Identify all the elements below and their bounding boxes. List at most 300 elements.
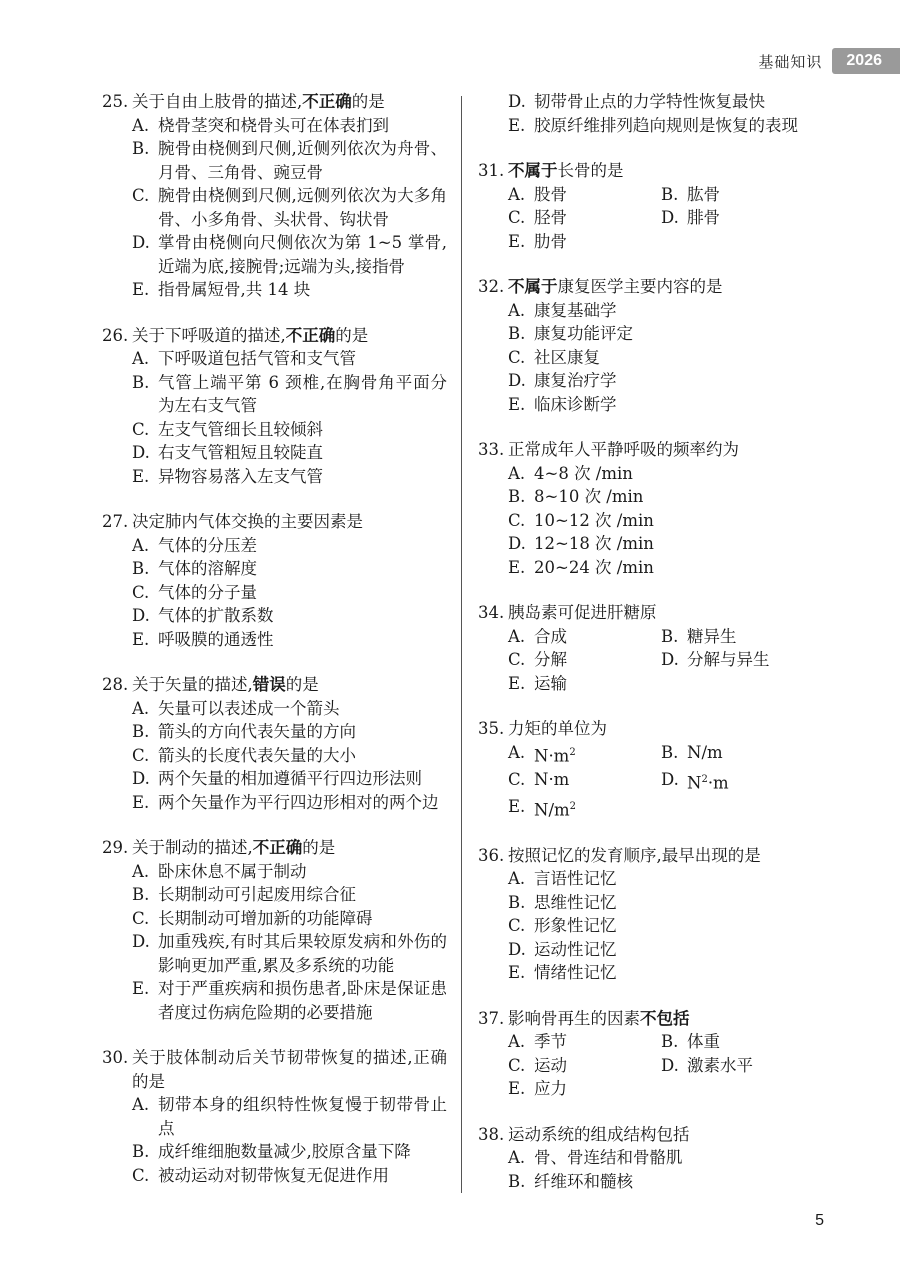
option-letter: E. [132, 792, 150, 812]
page-number: 5 [815, 1212, 824, 1229]
question-text [508, 275, 808, 299]
question-text [508, 601, 808, 625]
question-stem [478, 1007, 808, 1031]
question-item [478, 275, 808, 416]
question-text [132, 510, 447, 534]
option-letter: C. [132, 186, 150, 205]
option-text: 异物容易落入左支气管 [158, 466, 323, 486]
stem-text: 的是 [351, 92, 385, 111]
option-item [132, 114, 447, 138]
option-text: 对于严重疾病和损伤患者,卧床是保证患者度过伤病危险期的必要措施 [158, 979, 447, 1022]
option-item [132, 883, 447, 907]
option-letter: C. [508, 510, 526, 530]
question-stem [102, 1046, 447, 1093]
question-stem [478, 438, 808, 462]
option-letter: A. [132, 698, 150, 718]
option-text: 加重残疾,有时其后果较原发病和外伤的影响更加严重,累及多系统的功能 [158, 932, 447, 975]
option-letter: D. [661, 208, 679, 227]
stem-text: 关于自由上肢骨的描述, [132, 92, 303, 111]
option-letter: E. [132, 629, 150, 649]
option-text: $N\cdot m^2$ [534, 746, 576, 765]
option-item [132, 697, 447, 721]
option-item [132, 744, 447, 768]
option-item [508, 485, 808, 509]
option-letter: A. [132, 115, 150, 135]
stem-emphasis: 错误 [252, 675, 286, 694]
option-text: 两个矢量的相加遵循平行四边形法则 [158, 769, 422, 788]
option-letter: D. [132, 769, 150, 788]
option-text: 气体的分子量 [158, 582, 257, 602]
option-list [478, 1146, 808, 1193]
option-item [508, 891, 808, 915]
option-letter: D. [508, 371, 526, 390]
option-item [132, 720, 447, 744]
option-letter: B. [132, 372, 150, 392]
question-item [102, 836, 447, 1024]
option-text: 矢量可以表述成一个箭头 [158, 698, 340, 718]
option-item [508, 556, 808, 580]
question-continuation [478, 90, 808, 137]
question-number: 32. [478, 277, 505, 296]
option-text: 胶原纤维排列趋向规则是恢复的表现 [534, 115, 798, 135]
option-item [661, 741, 808, 768]
option-letter: A. [132, 1095, 150, 1114]
option-letter: E. [132, 280, 150, 299]
option-letter: A. [508, 742, 526, 762]
question-item [478, 1123, 808, 1194]
stem-text: 力矩的单位为 [508, 719, 607, 738]
question-stem [102, 510, 447, 534]
option-letter: E. [508, 115, 526, 135]
option-item [132, 1140, 447, 1164]
option-text: 10~12 次 /min [534, 510, 654, 530]
question-item [478, 844, 808, 985]
option-list [478, 1030, 808, 1101]
option-text: 股骨 [534, 184, 567, 204]
stem-text: 长骨的是 [557, 161, 624, 180]
option-text: 形象性记忆 [534, 916, 617, 935]
option-item [661, 1030, 808, 1054]
option-text: 分解 [534, 650, 567, 669]
option-item [132, 184, 447, 231]
option-text: 运动性记忆 [534, 939, 617, 959]
option-item [132, 465, 447, 489]
question-stem [102, 836, 447, 860]
option-letter: C. [132, 908, 150, 928]
option-text: 运输 [534, 673, 567, 693]
option-list [102, 534, 447, 652]
option-letter: E. [508, 673, 526, 693]
option-letter: B. [132, 1142, 150, 1161]
option-item [661, 648, 808, 672]
option-item [508, 672, 661, 696]
question-number: 34. [478, 603, 505, 622]
option-text: 思维性记忆 [534, 892, 617, 912]
option-letter: A. [508, 463, 526, 483]
option-text: 康复治疗学 [534, 371, 617, 390]
option-list [102, 1093, 447, 1187]
option-letter: B. [508, 892, 526, 912]
option-item [508, 1054, 661, 1078]
question-item [102, 324, 447, 489]
option-text: 康复功能评定 [534, 324, 633, 343]
option-text: 运动 [534, 1055, 567, 1075]
stem-text: 关于矢量的描述, [132, 675, 253, 694]
option-item [132, 767, 447, 791]
option-item [132, 604, 447, 628]
question-text [508, 844, 808, 868]
option-item [661, 1054, 808, 1078]
option-item [508, 369, 808, 393]
question-text [508, 717, 808, 741]
stem-text: 关于下呼吸道的描述, [132, 325, 286, 345]
option-text: 气管上端平第 6 颈椎,在胸骨角平面分为左右支气管 [158, 372, 447, 415]
option-text: N·m [534, 769, 570, 789]
option-list [478, 741, 808, 822]
option-letter: A. [508, 1032, 526, 1051]
question-text [508, 1007, 808, 1031]
option-text: 掌骨由桡侧向尺侧依次为第 1~5 掌骨,近端为底,接腕骨;远端为头,接指骨 [158, 233, 447, 276]
option-letter: B. [132, 139, 150, 158]
question-text [132, 673, 447, 697]
right-column [478, 90, 808, 1215]
left-column [102, 90, 447, 1209]
option-letter: D. [661, 1055, 679, 1075]
option-text: 腓骨 [687, 208, 720, 227]
option-item [132, 418, 447, 442]
option-letter: A. [132, 861, 150, 881]
option-text: 指骨属短骨,共 14 块 [158, 280, 311, 299]
option-letter: D. [661, 650, 679, 669]
option-item [508, 1170, 808, 1194]
option-letter: E. [508, 796, 526, 816]
option-text: 言语性记忆 [534, 869, 617, 888]
option-letter: B. [508, 324, 526, 343]
stem-emphasis: 不属于 [508, 161, 558, 180]
option-letter: D. [132, 932, 150, 951]
option-item [508, 625, 661, 649]
option-letter: A. [132, 349, 150, 368]
option-letter: A. [508, 626, 526, 646]
stem-text: 关于制动的描述, [132, 838, 253, 857]
option-item [132, 278, 447, 302]
question-item [478, 438, 808, 579]
question-number: 29. [102, 838, 129, 857]
option-list [478, 462, 808, 580]
option-item [132, 581, 447, 605]
option-item [508, 114, 808, 138]
question-number: 27. [102, 512, 129, 531]
question-stem [478, 844, 808, 868]
option-item [132, 231, 447, 278]
option-item [132, 557, 447, 581]
stem-text: 的是 [335, 325, 369, 345]
option-letter: A. [508, 184, 526, 204]
option-text: 分解与异生 [687, 650, 770, 669]
stem-emphasis: 不包括 [640, 1008, 690, 1028]
option-text: 8~10 次 /min [534, 487, 644, 506]
option-list [478, 299, 808, 417]
stem-text: 运动系统的组成结构包括 [508, 1124, 690, 1144]
option-text: 卧床休息不属于制动 [158, 861, 307, 881]
option-list [478, 183, 808, 254]
option-list [478, 867, 808, 985]
question-number: 38. [478, 1124, 505, 1144]
option-text: 韧带骨止点的力学特性恢复最快 [534, 92, 765, 111]
option-list [102, 860, 447, 1025]
option-text: 成纤维细胞数量减少,胶原含量下降 [158, 1142, 411, 1161]
option-item [508, 867, 808, 891]
option-item [132, 441, 447, 465]
option-text: 箭头的长度代表矢量的大小 [158, 745, 356, 765]
question-stem [478, 717, 808, 741]
option-letter: B. [132, 885, 150, 904]
option-item [508, 230, 661, 254]
option-letter: E. [508, 394, 526, 414]
option-text: 长期制动可引起废用综合征 [158, 885, 356, 904]
option-text: 被动运动对韧带恢复无促进作用 [158, 1165, 389, 1185]
column-divider [461, 96, 462, 1193]
option-letter: C. [132, 745, 150, 765]
option-letter: D. [132, 443, 150, 462]
header-section-label: 基础知识 [758, 52, 823, 71]
option-item [508, 322, 808, 346]
option-letter: E. [508, 231, 526, 251]
stem-emphasis: 不正确 [252, 838, 303, 857]
option-text: 20~24 次 /min [534, 557, 654, 577]
option-text: 气体的扩散系数 [158, 606, 274, 625]
question-number: 35. [478, 719, 505, 738]
option-letter: C. [132, 1165, 150, 1185]
option-text: 胫骨 [534, 208, 567, 227]
option-letter: B. [508, 1171, 526, 1191]
option-text: 桡骨茎突和桡骨头可在体表扪到 [158, 115, 389, 135]
option-text: 骨、骨连结和骨骼肌 [534, 1148, 683, 1167]
option-letter: C. [508, 916, 526, 935]
option-item [508, 183, 661, 207]
option-letter: E. [508, 963, 526, 982]
option-item [508, 90, 808, 114]
option-superscript: 2 [569, 746, 576, 758]
option-text: 韧带本身的组织特性恢复慢于韧带骨止点 [158, 1095, 447, 1138]
option-letter: E. [132, 979, 150, 998]
option-list [478, 90, 808, 137]
option-item [508, 509, 808, 533]
page-header [758, 48, 900, 74]
option-letter: C. [132, 582, 150, 602]
option-item [132, 137, 447, 184]
option-item [508, 938, 808, 962]
question-number: 30. [102, 1048, 129, 1067]
question-stem [478, 275, 808, 299]
option-item [508, 648, 661, 672]
question-text [508, 438, 808, 462]
option-letter: E. [132, 466, 150, 486]
option-letter: B. [661, 184, 679, 204]
option-item [508, 299, 808, 323]
option-text: 4~8 次 /min [534, 463, 633, 483]
option-text: $N^2\cdot m$ [687, 773, 729, 792]
option-text: 肱骨 [687, 184, 720, 204]
option-item [132, 534, 447, 558]
option-letter: B. [661, 742, 679, 762]
stem-text: 胰岛素可促进肝糖原 [508, 603, 657, 622]
option-text: 纤维环和髓核 [534, 1171, 633, 1191]
header-year-tab: 2026 [832, 48, 900, 74]
stem-text: 的是 [302, 838, 336, 857]
option-letter: A. [508, 869, 526, 888]
option-letter: D. [132, 606, 150, 625]
question-number: 26. [102, 325, 129, 345]
question-item [478, 601, 808, 695]
option-item [508, 393, 808, 417]
question-item [102, 1046, 447, 1187]
option-letter: D. [508, 534, 526, 553]
question-stem [478, 1123, 808, 1147]
option-text: 腕骨由桡侧到尺侧,远侧列依次为大多角骨、小多角骨、头状骨、钩状骨 [158, 186, 447, 229]
question-stem [478, 159, 808, 183]
option-letter: C. [508, 208, 526, 227]
option-list [102, 114, 447, 302]
option-letter: D. [661, 769, 679, 789]
question-stem [102, 673, 447, 697]
option-text: 12~18 次 /min [534, 534, 654, 553]
option-text: $N/m^2$ [534, 800, 577, 819]
option-text: 季节 [534, 1032, 567, 1051]
option-letter: A. [132, 535, 150, 555]
option-text: 两个矢量作为平行四边形相对的两个边 [158, 792, 439, 812]
question-item [478, 1007, 808, 1101]
option-item [508, 1077, 661, 1101]
option-item [508, 206, 661, 230]
option-list [102, 697, 447, 815]
option-letter: A. [508, 1148, 526, 1167]
question-stem [102, 90, 447, 114]
option-item [132, 347, 447, 371]
option-item [508, 1030, 661, 1054]
question-number: 25. [102, 92, 129, 111]
option-text: 社区康复 [534, 347, 600, 367]
question-text [508, 159, 808, 183]
option-item [132, 860, 447, 884]
stem-text: 关于肢体制动后关节韧带恢复的描述,正确的是 [132, 1048, 447, 1091]
option-text: 肋骨 [534, 231, 567, 251]
stem-text: 影响骨再生的因素 [508, 1008, 640, 1028]
option-text: 长期制动可增加新的功能障碍 [158, 908, 373, 928]
option-item [132, 1164, 447, 1188]
question-item [102, 90, 447, 302]
option-item [132, 907, 447, 931]
option-text: 合成 [534, 626, 567, 646]
option-item [508, 768, 661, 795]
option-text: N/m [687, 742, 723, 762]
option-item [661, 206, 808, 230]
option-text: 下呼吸道包括气管和支气管 [158, 349, 356, 368]
option-item [508, 795, 661, 822]
option-text: 气体的溶解度 [158, 559, 257, 578]
option-item [132, 1093, 447, 1140]
stem-text: 的是 [285, 675, 319, 694]
question-number: 36. [478, 845, 505, 865]
option-item [508, 741, 661, 768]
option-superscript: 2 [701, 773, 708, 785]
stem-text: 按照记忆的发育顺序,最早出现的是 [508, 845, 761, 865]
question-stem [478, 601, 808, 625]
option-text: 腕骨由桡侧到尺侧,近侧列依次为舟骨、月骨、三角骨、豌豆骨 [158, 139, 447, 182]
stem-text: 康复医学主要内容的是 [557, 277, 723, 296]
stem-emphasis: 不正确 [285, 325, 336, 345]
option-letter: B. [661, 626, 679, 646]
option-letter: D. [508, 92, 526, 111]
option-letter: C. [508, 347, 526, 367]
option-text: 体重 [687, 1032, 720, 1051]
option-item [508, 1146, 808, 1170]
stem-emphasis: 不正确 [302, 92, 352, 111]
question-text [132, 324, 447, 348]
option-text: 康复基础学 [534, 300, 617, 320]
option-text: 气体的分压差 [158, 535, 257, 555]
option-item [661, 625, 808, 649]
option-item [132, 371, 447, 418]
question-item [478, 717, 808, 822]
option-text: 右支气管粗短且较陡直 [158, 443, 323, 462]
question-item [102, 510, 447, 651]
question-text [132, 1046, 447, 1093]
option-list [102, 347, 447, 488]
option-item [132, 628, 447, 652]
option-text: 糖异生 [687, 626, 737, 646]
stem-text: 决定肺内气体交换的主要因素是 [132, 512, 363, 531]
option-item [661, 768, 808, 795]
option-letter: B. [661, 1032, 679, 1051]
question-number: 31. [478, 161, 505, 180]
question-number: 37. [478, 1008, 505, 1028]
question-item [102, 673, 447, 814]
option-letter: D. [508, 939, 526, 959]
question-number: 33. [478, 440, 505, 459]
option-letter: A. [508, 300, 526, 320]
question-stem [102, 324, 447, 348]
option-superscript: 2 [569, 800, 577, 812]
option-letter: C. [508, 769, 526, 789]
option-letter: C. [508, 650, 526, 669]
option-item [661, 183, 808, 207]
option-item [508, 462, 808, 486]
stem-emphasis: 不属于 [508, 277, 558, 296]
option-letter: E. [508, 557, 526, 577]
option-letter: C. [508, 1055, 526, 1075]
question-item [478, 159, 808, 253]
question-text [508, 1123, 808, 1147]
option-text: 激素水平 [687, 1055, 753, 1075]
option-text: 呼吸膜的通透性 [158, 629, 274, 649]
option-item [132, 977, 447, 1024]
option-letter: B. [508, 487, 526, 506]
question-text [132, 90, 447, 114]
question-number: 28. [102, 675, 129, 694]
option-text: 左支气管细长且较倾斜 [158, 419, 323, 439]
option-text: 临床诊断学 [534, 394, 617, 414]
option-text: 情绪性记忆 [534, 963, 617, 982]
option-text: 箭头的方向代表矢量的方向 [158, 722, 356, 741]
option-item [132, 791, 447, 815]
question-text [132, 836, 447, 860]
option-item [508, 532, 808, 556]
stem-text: 正常成年人平静呼吸的频率约为 [508, 440, 739, 459]
option-letter: C. [132, 419, 150, 439]
option-list [478, 625, 808, 696]
option-item [508, 346, 808, 370]
